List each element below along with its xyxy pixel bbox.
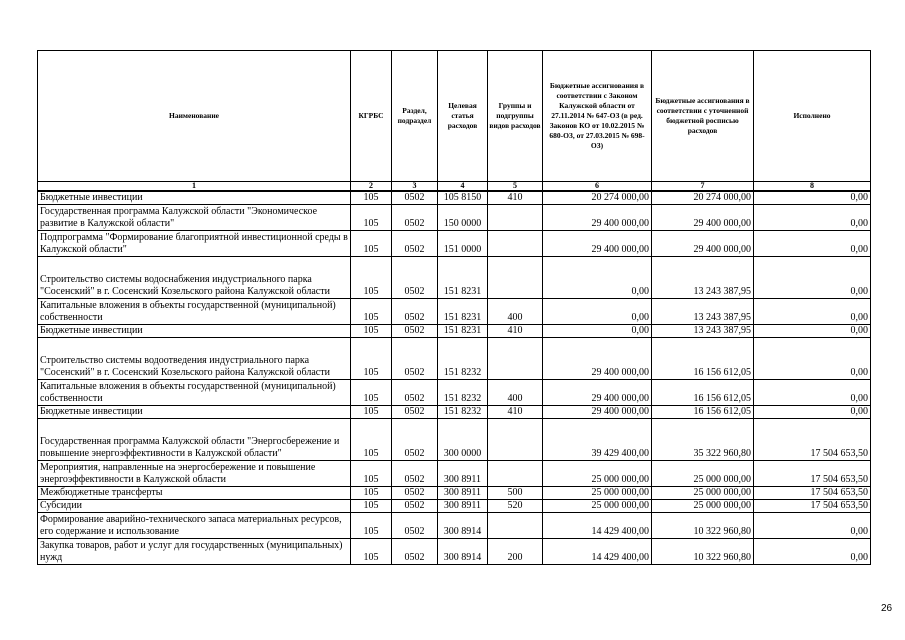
row-executed: 0,00 <box>754 231 871 257</box>
row-allocation-law: 39 429 400,00 <box>543 419 652 461</box>
header-kgrbs: КГРБС <box>351 51 392 182</box>
row-allocation-revised: 16 156 612,05 <box>652 338 754 380</box>
table-row <box>38 539 871 565</box>
row-kgrbs: 105 <box>351 231 392 257</box>
header-name: Наименование <box>38 51 351 182</box>
row-kgrbs: 105 <box>351 539 392 565</box>
row-name: Мероприятия, направленные на энергосбережение и повышение энергоэффективности в Калужской области <box>38 461 351 487</box>
row-allocation-law: 29 400 000,00 <box>543 406 652 419</box>
row-allocation-law: 20 274 000,00 <box>543 191 652 205</box>
header-article: Целевая статья расходов <box>438 51 488 182</box>
row-kgrbs: 105 <box>351 406 392 419</box>
row-executed: 0,00 <box>754 191 871 205</box>
header-section: Раздел, подраздел <box>392 51 438 182</box>
row-kgrbs: 105 <box>351 338 392 380</box>
row-group: 200 <box>488 539 543 565</box>
row-allocation-revised: 16 156 612,05 <box>652 406 754 419</box>
row-allocation-revised: 25 000 000,00 <box>652 500 754 513</box>
row-section: 0502 <box>392 419 438 461</box>
column-number: 6 <box>543 182 652 192</box>
row-name: Бюджетные инвестиции <box>38 325 351 338</box>
table-row <box>38 205 871 231</box>
row-group: 410 <box>488 325 543 338</box>
row-allocation-revised: 10 322 960,80 <box>652 513 754 539</box>
row-executed: 0,00 <box>754 338 871 380</box>
column-number: 4 <box>438 182 488 192</box>
column-number: 3 <box>392 182 438 192</box>
column-number: 1 <box>38 182 351 192</box>
header-allocations-revised: Бюджетные ассигнования в соответствии с уточненной бюджетной росписью расходов <box>652 51 754 182</box>
row-allocation-law: 25 000 000,00 <box>543 487 652 500</box>
row-allocation-revised: 29 400 000,00 <box>652 205 754 231</box>
row-name: Бюджетные инвестиции <box>38 406 351 419</box>
header-row <box>38 51 871 182</box>
row-allocation-revised: 20 274 000,00 <box>652 191 754 205</box>
row-name: Субсидии <box>38 500 351 513</box>
row-section: 0502 <box>392 205 438 231</box>
row-executed: 17 504 653,50 <box>754 500 871 513</box>
table-row <box>38 380 871 406</box>
row-article: 300 8911 <box>438 500 488 513</box>
row-allocation-law: 14 429 400,00 <box>543 539 652 565</box>
row-kgrbs: 105 <box>351 299 392 325</box>
table-row <box>38 419 871 461</box>
table-row <box>38 299 871 325</box>
row-kgrbs: 105 <box>351 325 392 338</box>
row-allocation-revised: 13 243 387,95 <box>652 325 754 338</box>
row-kgrbs: 105 <box>351 380 392 406</box>
row-kgrbs: 105 <box>351 513 392 539</box>
table-row <box>38 406 871 419</box>
row-executed: 0,00 <box>754 406 871 419</box>
table-row <box>38 338 871 380</box>
table-row <box>38 231 871 257</box>
row-group <box>488 205 543 231</box>
row-section: 0502 <box>392 231 438 257</box>
row-article: 300 8911 <box>438 487 488 500</box>
row-article: 300 8911 <box>438 461 488 487</box>
column-numbers-row <box>38 182 871 192</box>
row-allocation-law: 25 000 000,00 <box>543 500 652 513</box>
row-name: Государственная программа Калужской области "Энергосбережение и повышение энергоэффективности в Калужской области" <box>38 419 351 461</box>
row-section: 0502 <box>392 191 438 205</box>
row-group: 520 <box>488 500 543 513</box>
row-section: 0502 <box>392 513 438 539</box>
row-article: 151 8232 <box>438 406 488 419</box>
header-executed: Исполнено <box>754 51 871 182</box>
row-kgrbs: 105 <box>351 191 392 205</box>
row-group <box>488 513 543 539</box>
row-kgrbs: 105 <box>351 205 392 231</box>
row-group <box>488 257 543 299</box>
row-article: 300 0000 <box>438 419 488 461</box>
row-section: 0502 <box>392 487 438 500</box>
table-row <box>38 513 871 539</box>
table-row <box>38 191 871 205</box>
row-name: Подпрограмма "Формирование благоприятной инвестиционной среды в Калужской области" <box>38 231 351 257</box>
row-executed: 0,00 <box>754 380 871 406</box>
row-name: Строительство системы водоотведения индустриального парка "Сосенский" в г. Сосенский Козельского района Калужской области <box>38 338 351 380</box>
row-executed: 17 504 653,50 <box>754 419 871 461</box>
row-group: 500 <box>488 487 543 500</box>
row-allocation-law: 0,00 <box>543 299 652 325</box>
row-kgrbs: 105 <box>351 257 392 299</box>
row-article: 151 0000 <box>438 231 488 257</box>
row-allocation-revised: 13 243 387,95 <box>652 299 754 325</box>
row-section: 0502 <box>392 325 438 338</box>
row-section: 0502 <box>392 380 438 406</box>
row-executed: 17 504 653,50 <box>754 487 871 500</box>
row-kgrbs: 105 <box>351 487 392 500</box>
row-name: Капитальные вложения в объекты государственной (муниципальной) собственности <box>38 380 351 406</box>
table-row <box>38 500 871 513</box>
row-kgrbs: 105 <box>351 461 392 487</box>
table-row <box>38 325 871 338</box>
row-section: 0502 <box>392 500 438 513</box>
budget-table <box>37 50 871 565</box>
row-article: 150 0000 <box>438 205 488 231</box>
page-number: 26 <box>881 603 893 614</box>
row-name: Капитальные вложения в объекты государственной (муниципальной) собственности <box>38 299 351 325</box>
row-allocation-law: 29 400 000,00 <box>543 231 652 257</box>
row-allocation-revised: 13 243 387,95 <box>652 257 754 299</box>
row-allocation-revised: 16 156 612,05 <box>652 380 754 406</box>
row-article: 300 8914 <box>438 539 488 565</box>
row-allocation-law: 0,00 <box>543 325 652 338</box>
table-row <box>38 461 871 487</box>
row-allocation-revised: 35 322 960,80 <box>652 419 754 461</box>
row-executed: 0,00 <box>754 325 871 338</box>
row-section: 0502 <box>392 539 438 565</box>
row-name: Бюджетные инвестиции <box>38 191 351 205</box>
row-article: 151 8232 <box>438 338 488 380</box>
row-group <box>488 461 543 487</box>
row-article: 151 8232 <box>438 380 488 406</box>
row-allocation-law: 14 429 400,00 <box>543 513 652 539</box>
row-allocation-revised: 29 400 000,00 <box>652 231 754 257</box>
row-section: 0502 <box>392 461 438 487</box>
row-name: Формирование аварийно-технического запаса материальных ресурсов, его содержание и использование <box>38 513 351 539</box>
row-name: Закупка товаров, работ и услуг для государственных (муниципальных) нужд <box>38 539 351 565</box>
row-section: 0502 <box>392 257 438 299</box>
row-group <box>488 338 543 380</box>
row-group: 400 <box>488 380 543 406</box>
row-executed: 0,00 <box>754 257 871 299</box>
row-allocation-law: 29 400 000,00 <box>543 338 652 380</box>
row-executed: 0,00 <box>754 539 871 565</box>
row-name: Строительство системы водоснабжения индустриального парка "Сосенский" в г. Сосенский Козельского района Калужской области <box>38 257 351 299</box>
row-allocation-law: 29 400 000,00 <box>543 380 652 406</box>
column-number: 8 <box>754 182 871 192</box>
row-group <box>488 231 543 257</box>
table-row <box>38 487 871 500</box>
row-article: 151 8231 <box>438 299 488 325</box>
row-executed: 0,00 <box>754 205 871 231</box>
row-group <box>488 419 543 461</box>
row-allocation-revised: 25 000 000,00 <box>652 461 754 487</box>
row-section: 0502 <box>392 299 438 325</box>
row-name: Государственная программа Калужской области "Экономическое развитие в Калужской области" <box>38 205 351 231</box>
header-allocations-law: Бюджетные ассигнования в соответствии с Законом Калужской области от 27.11.2014 № 647-ОЗ (в ред. Законов КО от 10.02.2015 № 680-ОЗ, от 27.03.2015 № 698-ОЗ) <box>543 51 652 182</box>
column-number: 2 <box>351 182 392 192</box>
row-group: 410 <box>488 406 543 419</box>
row-allocation-law: 0,00 <box>543 257 652 299</box>
row-article: 300 8914 <box>438 513 488 539</box>
row-section: 0502 <box>392 338 438 380</box>
row-section: 0502 <box>392 406 438 419</box>
row-allocation-revised: 10 322 960,80 <box>652 539 754 565</box>
row-executed: 17 504 653,50 <box>754 461 871 487</box>
row-allocation-law: 29 400 000,00 <box>543 205 652 231</box>
row-group: 400 <box>488 299 543 325</box>
header-group: Группы и подгруппы видов расходов <box>488 51 543 182</box>
row-allocation-revised: 25 000 000,00 <box>652 487 754 500</box>
row-allocation-law: 25 000 000,00 <box>543 461 652 487</box>
row-kgrbs: 105 <box>351 419 392 461</box>
table-row <box>38 257 871 299</box>
row-name: Межбюджетные трансферты <box>38 487 351 500</box>
row-article: 151 8231 <box>438 325 488 338</box>
row-article: 151 8231 <box>438 257 488 299</box>
row-executed: 0,00 <box>754 299 871 325</box>
column-number: 7 <box>652 182 754 192</box>
row-article: 105 8150 <box>438 191 488 205</box>
row-kgrbs: 105 <box>351 500 392 513</box>
column-number: 5 <box>488 182 543 192</box>
row-group: 410 <box>488 191 543 205</box>
table-body <box>38 191 871 565</box>
row-executed: 0,00 <box>754 513 871 539</box>
